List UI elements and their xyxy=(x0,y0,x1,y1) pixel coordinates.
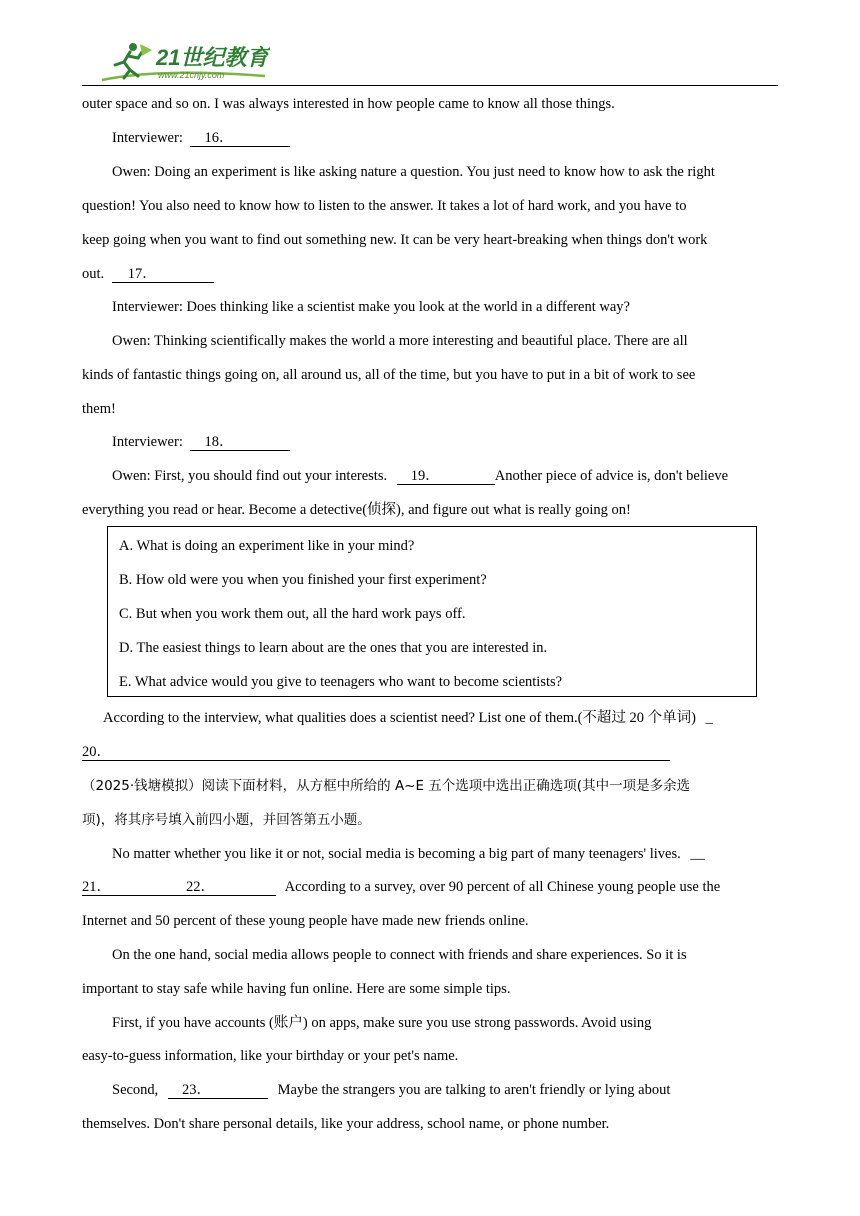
header-divider xyxy=(82,85,778,86)
site-logo xyxy=(100,38,270,84)
question-21-22-line xyxy=(82,878,720,896)
answer-blank-23[interactable]: 23． xyxy=(168,1082,268,1099)
section-instructions: （2025·钱塘模拟）阅读下面材料，从方框中所给的 A~E 五个选项中选出正确选项(其中一项是多余选 xyxy=(82,778,691,794)
answer-blank-18[interactable]: 18． xyxy=(190,434,290,451)
text-line: question! You also need to know how to listen to the answer. It takes a lot of hard work, and you have to xyxy=(82,198,687,214)
text-line: Owen: Thinking scientifically makes the world a more interesting and beautiful place. There are all xyxy=(112,333,688,349)
answer-blank-16[interactable]: 16． xyxy=(190,130,290,147)
answer-blank-22[interactable]: 22． xyxy=(182,879,276,896)
page-header xyxy=(0,0,860,90)
text-fragment: out. xyxy=(82,266,105,282)
answer-blank-19[interactable]: 19． xyxy=(397,468,495,485)
logo-title: 21世纪教育 xyxy=(156,45,269,70)
option-c: C. But when you work them out, all the hard work pays off. xyxy=(119,606,466,622)
question-20-prompt xyxy=(103,709,713,727)
answer-blank-17[interactable]: 17． xyxy=(112,266,214,283)
text-fragment: Another piece of advice is, don't believe xyxy=(494,468,729,484)
text-line: kinds of fantastic things going on, all around us, all of the time, but you have to put in a bit of work to see xyxy=(82,367,696,383)
text-line: On the one hand, social media allows people to connect with friends and share experiences. So it is xyxy=(112,947,687,963)
question-17-line xyxy=(82,265,214,283)
section-instructions: 项)，将其序号填入前四小题，并回答第五小题。 xyxy=(82,812,371,828)
text-fragment: Second, xyxy=(112,1082,159,1098)
text-fragment: No matter whether you like it or not, social media is becoming a big part of many teenagers' lives. xyxy=(112,846,681,862)
question-19-line xyxy=(112,467,728,485)
question-text: According to the interview, what qualities does a scientist need? List one of them.(不超过 20 个单词) xyxy=(103,710,697,726)
text-line: Owen: Doing an experiment is like asking nature a question. You just need to know how to ask the right xyxy=(112,164,715,180)
text-line: outer space and so on. I was always interested in how people came to know all those things. xyxy=(82,96,615,112)
answer-blank-20[interactable]: 20． xyxy=(82,744,670,761)
question-18-line xyxy=(112,433,290,451)
option-d: D. The easiest things to learn about are the ones that you are interested in. xyxy=(119,640,548,656)
text-line: easy-to-guess information, like your birthday or your pet's name. xyxy=(82,1048,459,1064)
text-fragment: According to a survey, over 90 percent of all Chinese young people use the xyxy=(284,879,721,895)
blank-start: __ xyxy=(690,846,705,862)
blank-start: _ xyxy=(705,710,713,726)
question-23-line xyxy=(112,1081,670,1099)
question-20-answer-line xyxy=(82,743,670,761)
question-16-line xyxy=(112,129,290,147)
runner-logo-icon xyxy=(100,38,270,84)
text-line xyxy=(112,845,705,863)
text-line: keep going when you want to find out something new. It can be very heart-breaking when things don't work xyxy=(82,232,708,248)
text-line: important to stay safe while having fun online. Here are some simple tips. xyxy=(82,981,511,997)
speaker-label: Interviewer: xyxy=(112,434,183,450)
speaker-label: Interviewer: xyxy=(112,130,183,146)
text-line: them! xyxy=(82,401,116,417)
option-b: B. How old were you when you finished your first experiment? xyxy=(119,572,487,588)
text-fragment: Maybe the strangers you are talking to aren't friendly or lying about xyxy=(277,1082,671,1098)
logo-subtitle: www.21cnjy.com xyxy=(158,70,225,80)
text-fragment: Owen: First, you should find out your interests. xyxy=(112,468,388,484)
option-e: E. What advice would you give to teenagers who want to become scientists? xyxy=(119,674,563,690)
answer-blank-21[interactable]: 21． xyxy=(82,879,182,896)
text-line: Interviewer: Does thinking like a scientist make you look at the world in a different way? xyxy=(112,299,630,315)
options-box xyxy=(107,526,757,697)
text-line: Internet and 50 percent of these young people have made new friends online. xyxy=(82,913,529,929)
text-line: everything you read or hear. Become a detective(侦探), and figure out what is really going on! xyxy=(82,502,631,518)
text-line: themselves. Don't share personal details, like your address, school name, or phone number. xyxy=(82,1116,610,1132)
option-a: A. What is doing an experiment like in your mind? xyxy=(119,538,415,554)
text-line: First, if you have accounts (账户) on apps, make sure you use strong passwords. Avoid using xyxy=(112,1015,652,1031)
